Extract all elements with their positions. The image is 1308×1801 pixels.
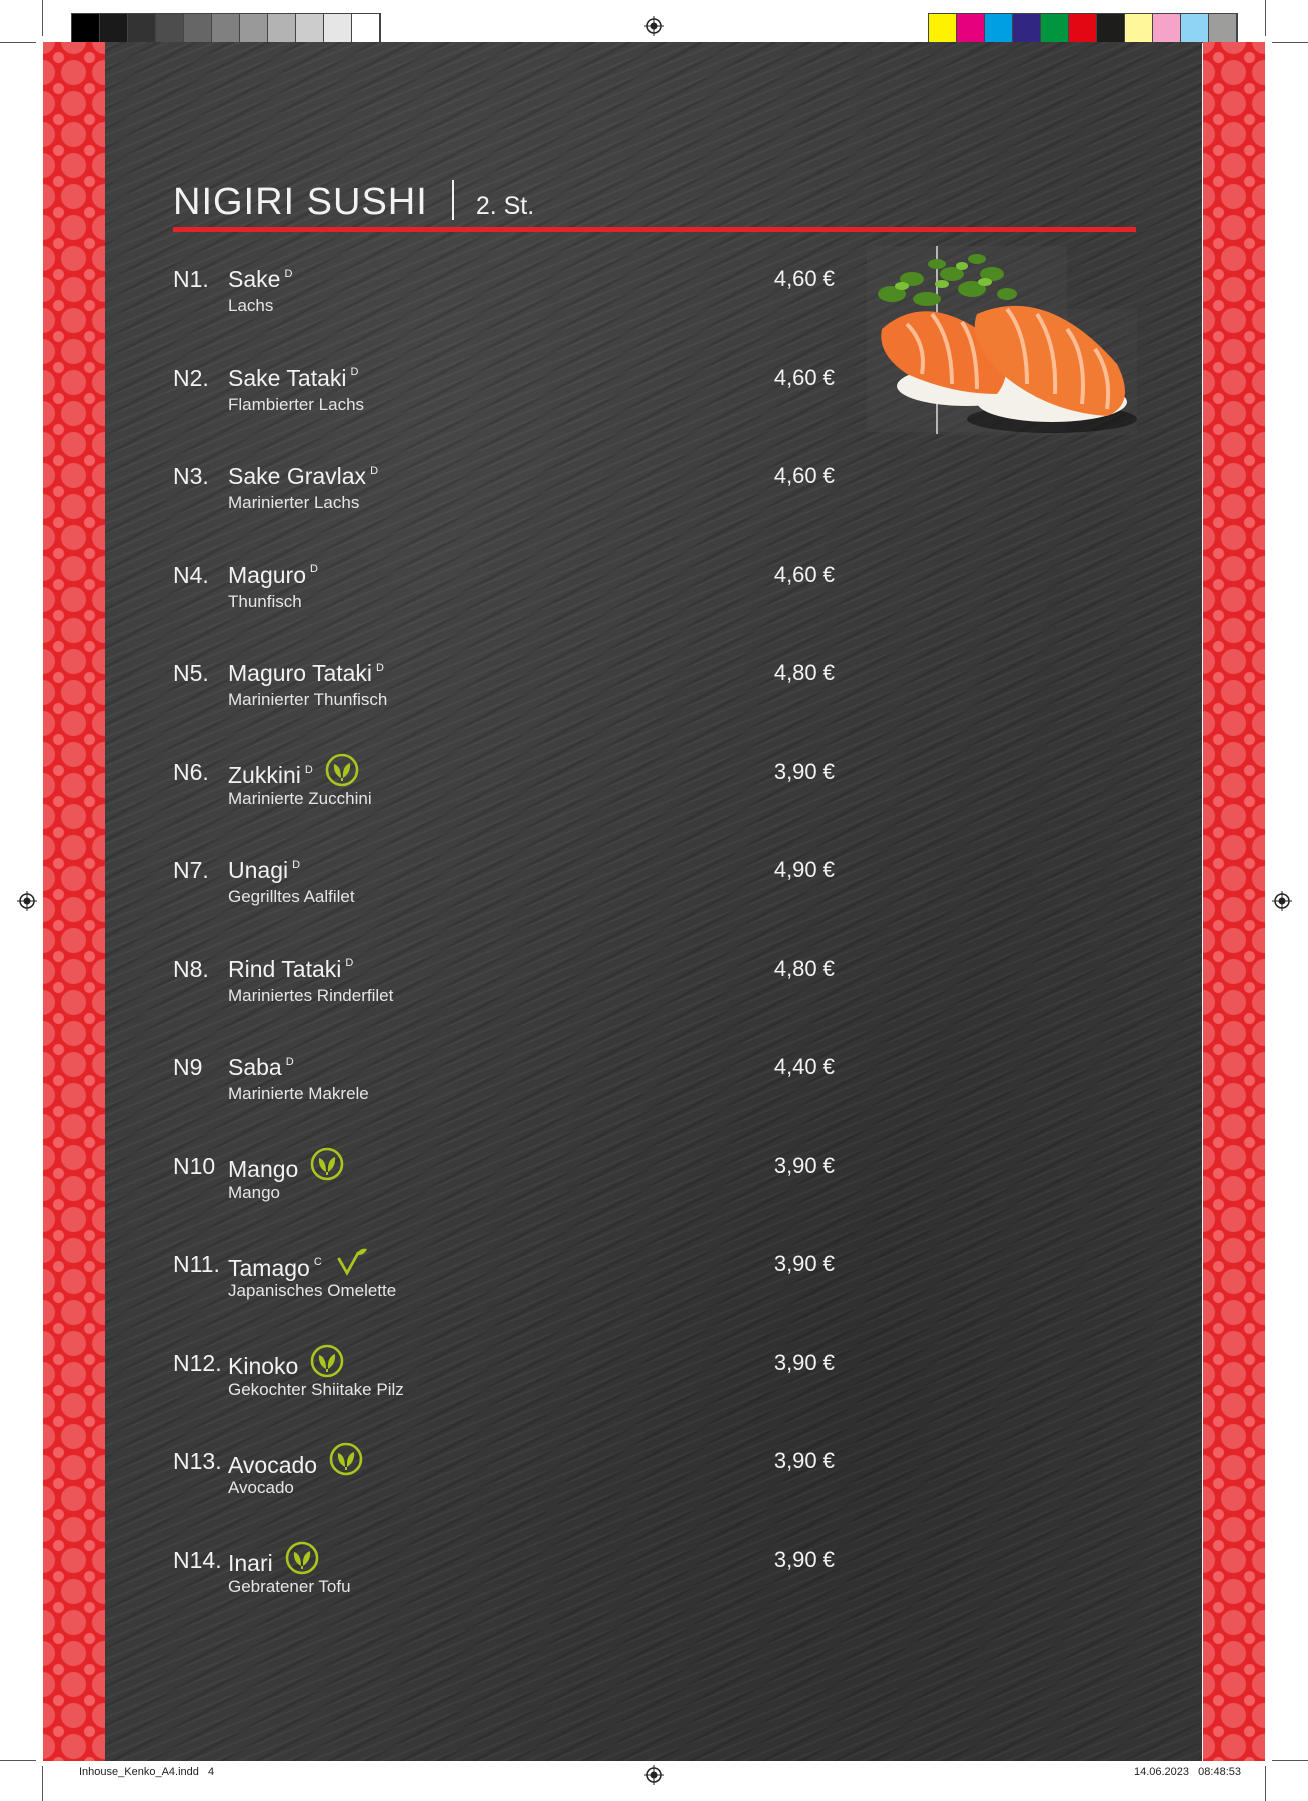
color-swatch (1181, 14, 1209, 42)
color-swatch (957, 14, 985, 42)
trim-mark (42, 1766, 43, 1801)
item-name: Maguro (228, 561, 306, 588)
item-description: Lachs (228, 296, 274, 315)
item-price: 3,90 € (773, 758, 835, 784)
trim-mark (1272, 1760, 1308, 1761)
footer-file-info: Inhouse_Kenko_A4.indd 4 (79, 1766, 215, 1778)
vegan-leaf-icon (310, 1147, 344, 1181)
registration-mark-icon (1272, 891, 1292, 911)
allergen-code: D (285, 1055, 294, 1068)
item-number: N11. (173, 1251, 220, 1277)
color-swatch (1153, 14, 1181, 42)
item-description: Mariniertes Rinderfilet (228, 985, 394, 1005)
item-name-group (228, 1153, 344, 1187)
trim-mark (1265, 1766, 1266, 1801)
item-name-group (228, 1448, 363, 1482)
gray-swatch (128, 14, 156, 42)
item-price: 3,90 € (773, 1349, 835, 1375)
item-name-group (228, 365, 358, 392)
item-price: 4,60 € (773, 364, 835, 390)
item-description: Gekochter Shiitake Pilz (228, 1379, 404, 1399)
item-number: N2. (173, 364, 209, 391)
item-description: Gegrilltes Aalfilet (228, 887, 355, 906)
item-description: Marinierte Zucchini (228, 788, 372, 808)
item-price: 3,90 € (773, 1152, 835, 1178)
item-description: Avocado (228, 1478, 294, 1497)
allergen-code: D (309, 563, 318, 575)
color-swatch (1097, 14, 1125, 42)
item-price: 4,60 € (773, 266, 835, 291)
item-name-group (228, 759, 359, 793)
item-price: 3,90 € (773, 1251, 835, 1276)
color-swatch (1013, 14, 1041, 42)
item-name: Saba (228, 1054, 282, 1080)
registration-mark-icon (644, 16, 664, 36)
footer-timestamp: 14.06.2023 08:48:53 (1133, 1766, 1241, 1778)
item-description: Gebratener Tofu (228, 1576, 351, 1596)
item-name-group (228, 1251, 368, 1285)
color-swatch (1069, 14, 1097, 42)
color-swatch (1041, 14, 1069, 42)
gray-swatch (268, 14, 296, 42)
item-number: N3. (173, 463, 209, 489)
item-number: N6. (173, 758, 209, 785)
item-name: Inari (228, 1550, 273, 1576)
gray-swatch (296, 14, 324, 42)
item-name-group (228, 1054, 294, 1081)
gray-swatch (352, 14, 380, 42)
registration-mark-icon (644, 1765, 664, 1785)
item-name: Mango (228, 1156, 299, 1182)
item-description: Marinierter Lachs (228, 493, 360, 512)
vegan-leaf-icon (310, 1344, 344, 1378)
item-number: N9 (173, 1054, 203, 1080)
allergen-code: D (284, 267, 293, 280)
item-description: Mango (228, 1182, 280, 1202)
item-price: 4,40 € (773, 1054, 835, 1079)
item-name-group (228, 956, 353, 983)
vegan-leaf-icon (329, 1442, 363, 1476)
gray-swatch (212, 14, 240, 42)
allergen-code: D (345, 957, 354, 969)
trim-mark (0, 1760, 36, 1761)
left-floral-border (43, 42, 105, 1761)
item-description: Thunfisch (228, 591, 302, 611)
menu-heading (173, 174, 534, 224)
item-name: Kinoko (228, 1353, 299, 1379)
vegan-leaf-icon (285, 1541, 319, 1575)
item-name-group (228, 857, 300, 884)
registration-mark-icon (17, 891, 37, 911)
item-price: 3,90 € (773, 1546, 835, 1572)
vegetarian-check-leaf-icon (334, 1245, 368, 1279)
trim-mark (0, 42, 36, 43)
item-name: Unagi (228, 857, 289, 883)
item-name: Rind Tataki (228, 955, 342, 982)
item-name: Sake Gravlax (228, 463, 367, 489)
color-swatch (1125, 14, 1153, 42)
item-price: 4,60 € (773, 463, 835, 488)
item-name: Avocado (228, 1451, 318, 1478)
color-swatch (929, 14, 957, 42)
heading-rule (173, 227, 1136, 232)
item-number: N4. (173, 561, 209, 588)
color-swatch (985, 14, 1013, 42)
item-name-group (228, 463, 378, 490)
item-name-group (228, 562, 318, 589)
item-price: 3,90 € (773, 1448, 835, 1473)
gray-color-bar (71, 13, 381, 43)
item-number: N10 (173, 1152, 216, 1179)
allergen-code: D (370, 464, 379, 477)
gray-swatch (184, 14, 212, 42)
item-price: 4,80 € (773, 660, 835, 685)
title-separator (452, 180, 454, 220)
menu-title: NIGIRI SUSHI (173, 181, 428, 223)
item-price: 4,60 € (773, 561, 835, 587)
item-number: N1. (173, 266, 209, 292)
item-number: N7. (173, 857, 209, 883)
item-number: N8. (173, 955, 209, 982)
item-name: Tamago (228, 1254, 310, 1281)
item-description: Japanisches Omelette (228, 1281, 397, 1300)
item-description: Marinierter Thunfisch (228, 690, 388, 709)
item-name-group (228, 1547, 319, 1581)
right-floral-border (1203, 42, 1265, 1761)
color-swatch (1209, 14, 1237, 42)
item-name: Sake (228, 266, 281, 292)
allergen-code: C (313, 1256, 322, 1268)
trim-mark (42, 0, 43, 36)
nigiri-salmon-illustration (867, 244, 1137, 444)
gray-swatch (100, 14, 128, 42)
item-name: Maguro Tataki (228, 660, 373, 686)
process-color-bar (928, 13, 1238, 43)
trim-mark (1272, 42, 1308, 43)
gray-swatch (240, 14, 268, 42)
item-name-group (228, 1350, 344, 1384)
item-number: N14. (173, 1546, 222, 1573)
item-description: Flambierter Lachs (228, 394, 365, 414)
item-number: N12. (173, 1349, 222, 1376)
item-name-group (228, 266, 292, 293)
item-name: Zukkini (228, 762, 301, 788)
gray-swatch (156, 14, 184, 42)
item-number: N13. (173, 1448, 222, 1474)
allergen-code: D (292, 858, 301, 871)
item-description: Marinierte Makrele (228, 1084, 369, 1103)
item-name: Sake Tataki (228, 364, 347, 391)
item-price: 4,80 € (773, 955, 835, 981)
gray-swatch (72, 14, 100, 42)
allergen-code: D (376, 661, 384, 674)
item-price: 4,90 € (773, 857, 835, 882)
item-number: N5. (173, 660, 209, 686)
allergen-code: D (350, 366, 359, 378)
gray-swatch (324, 14, 352, 42)
item-name-group (228, 660, 384, 687)
menu-subtitle: 2. St. (475, 192, 535, 220)
vegan-leaf-icon (325, 753, 359, 787)
trim-mark (1265, 0, 1266, 36)
allergen-code: D (304, 763, 313, 776)
